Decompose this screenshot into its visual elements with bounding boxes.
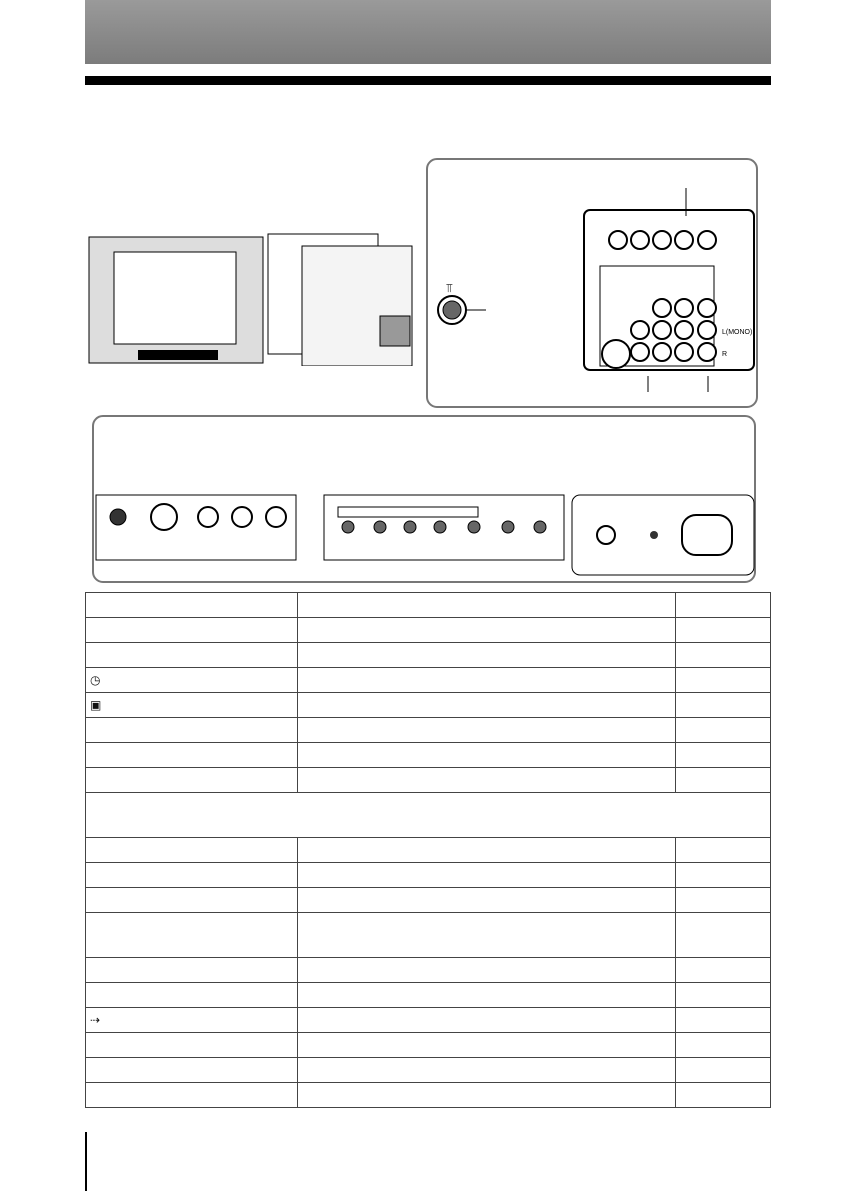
header-rule (85, 76, 771, 85)
table-row (86, 793, 771, 838)
table-row (86, 618, 771, 643)
table-row (86, 743, 771, 768)
table-row (86, 958, 771, 983)
rear-panel-figure (426, 158, 758, 408)
table-row (86, 1033, 771, 1058)
spec-table (85, 592, 771, 1108)
table-row (86, 1083, 771, 1108)
table-row (86, 983, 771, 1008)
av-input-icon: ⇢ (90, 1013, 101, 1027)
table-row (86, 1008, 771, 1033)
svg-text:⫪: ⫪ (446, 281, 453, 295)
table-row (86, 913, 771, 958)
table-row (86, 693, 771, 718)
remote-sensor-icon: ▣ (90, 698, 102, 712)
tv-rear-figure (262, 226, 422, 366)
tv-front-figure (88, 236, 264, 364)
table-row (86, 643, 771, 668)
table-row (86, 668, 771, 693)
front-panel-figure (92, 415, 756, 583)
timer-icon: ◷ (90, 673, 101, 687)
table-row (86, 593, 771, 618)
rear-r-label: R (722, 351, 728, 358)
footer-line (85, 1132, 87, 1191)
table-row (86, 888, 771, 913)
table-row (86, 718, 771, 743)
table-row (86, 863, 771, 888)
table-row (86, 768, 771, 793)
table-row (86, 838, 771, 863)
table-row (86, 1058, 771, 1083)
rear-mono-label: L(MONO) (722, 329, 753, 336)
header-band (85, 0, 771, 64)
